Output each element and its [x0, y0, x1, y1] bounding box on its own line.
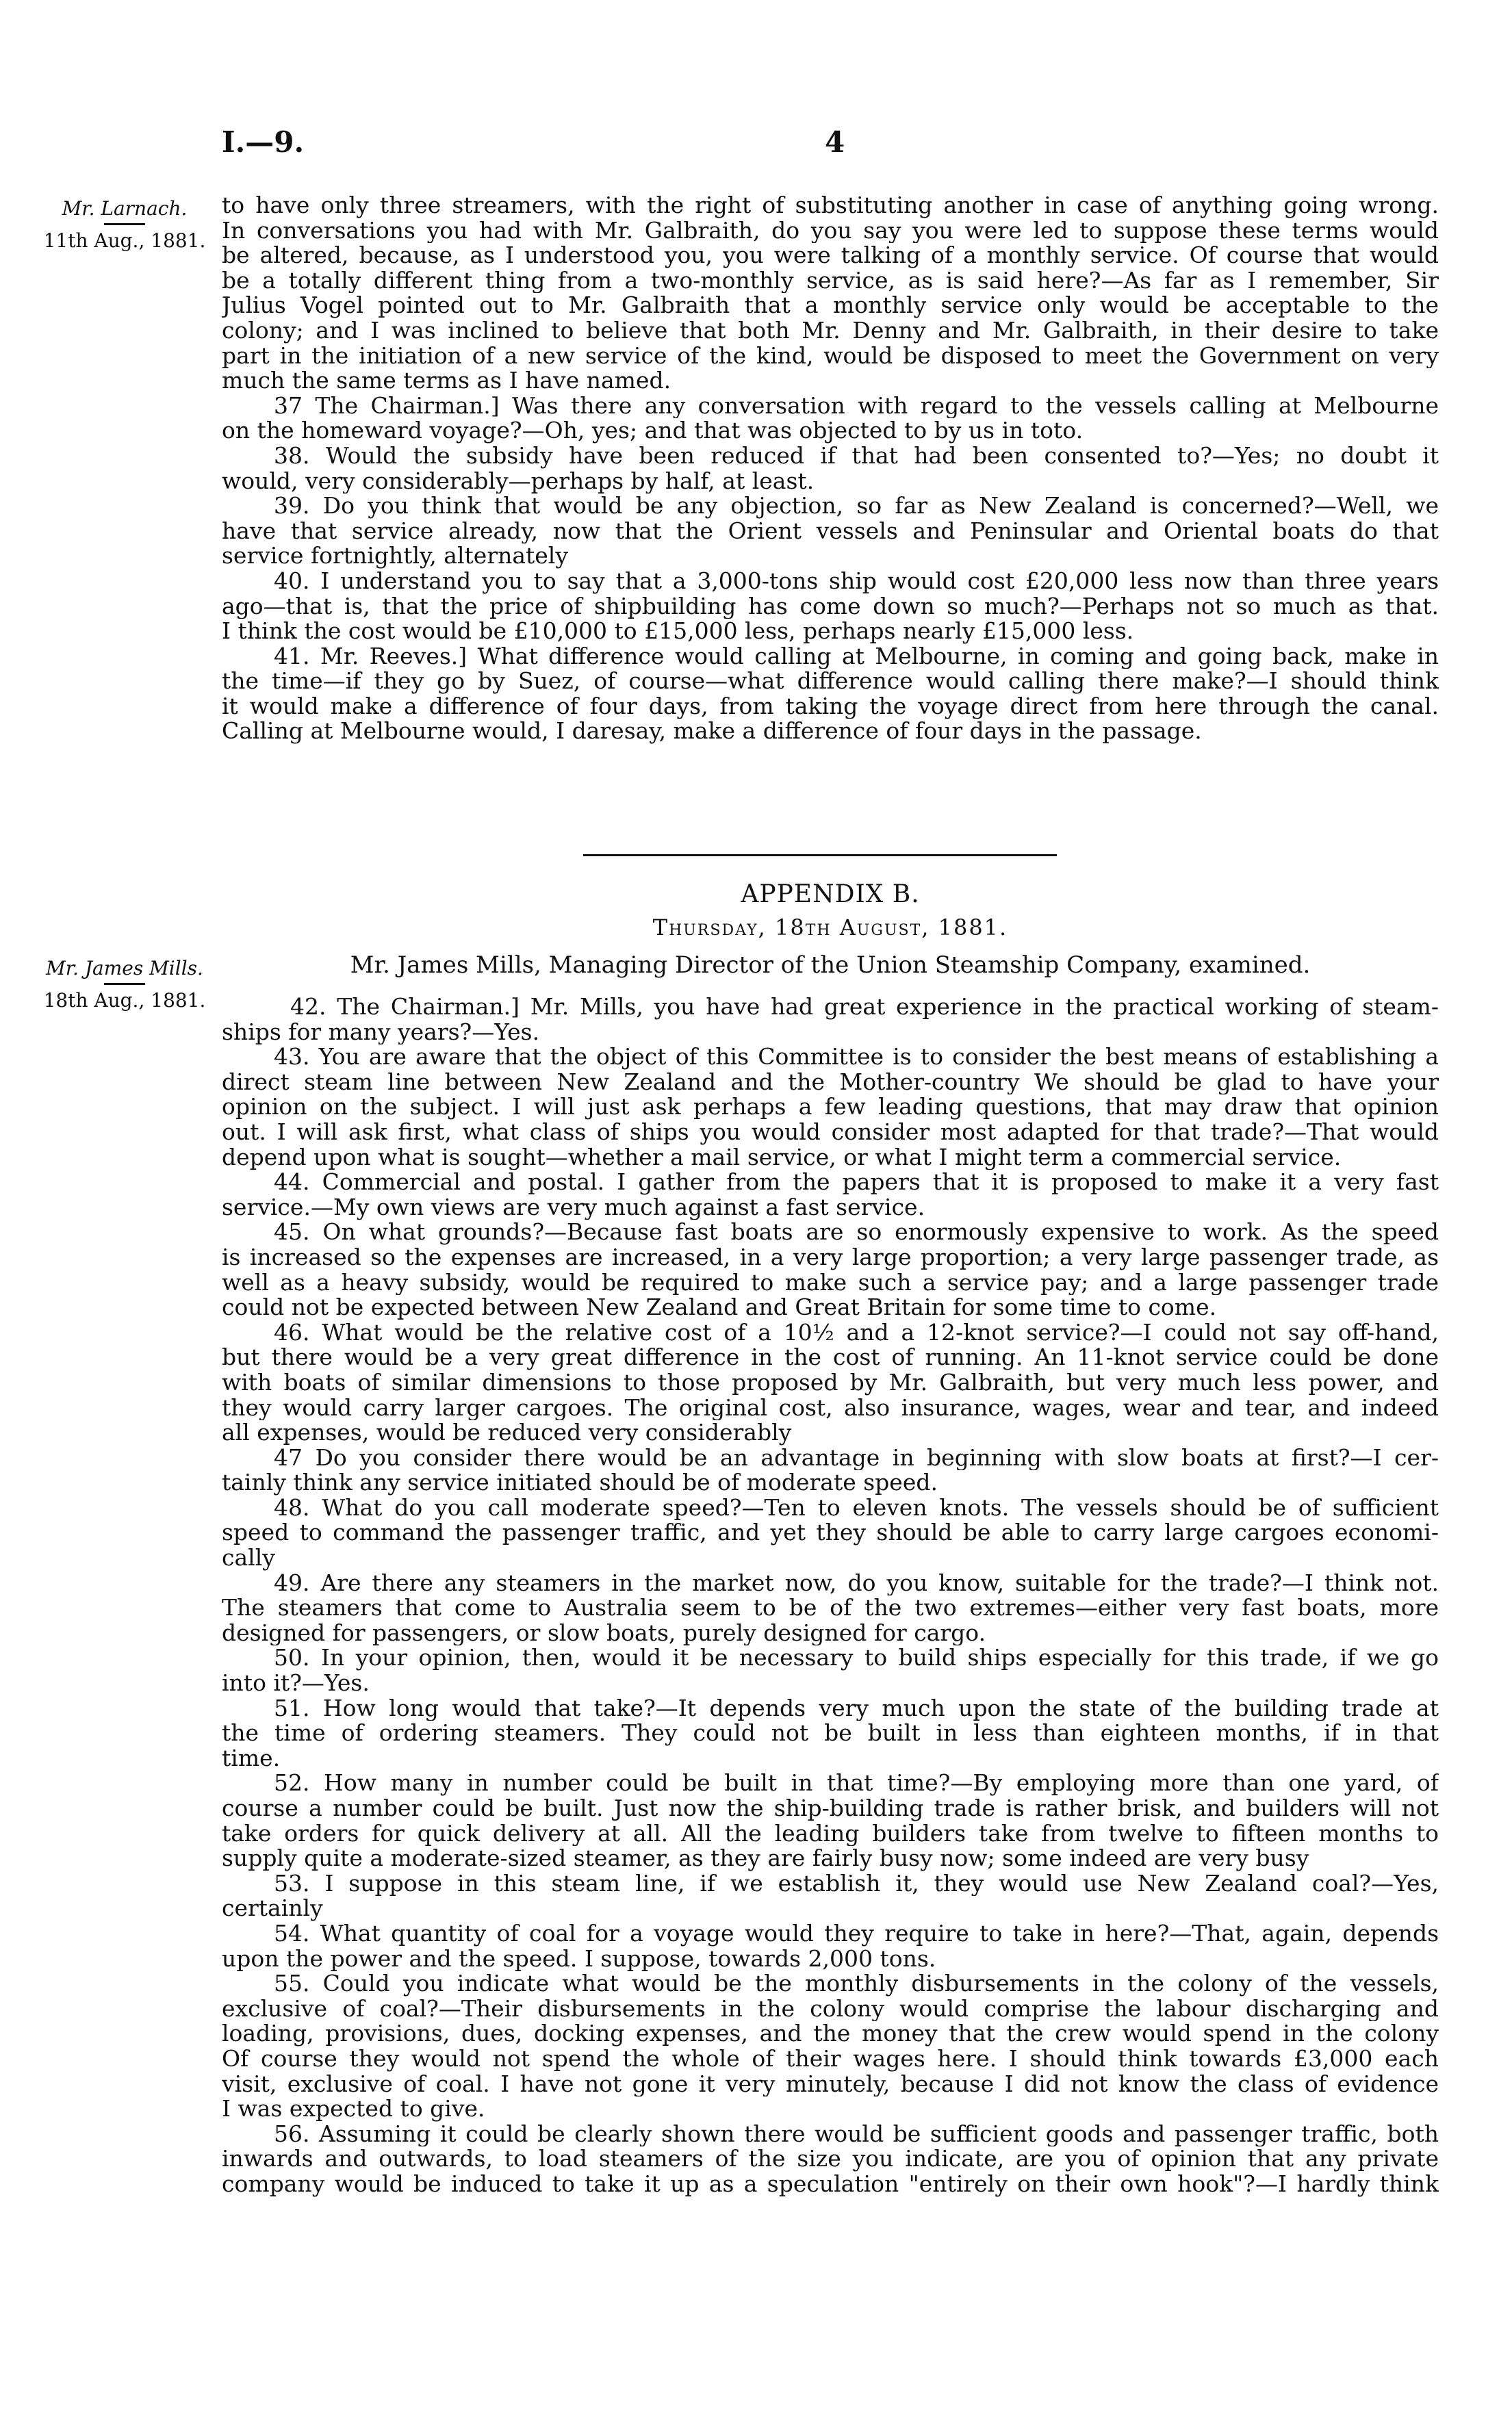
text-line: direct steam line between New Zealand and the Mother-country We should be glad to have your: [222, 1069, 1439, 1095]
sidenote-witness-1: [42, 197, 207, 253]
sidenote-date: 18th Aug., 1881.: [43, 989, 206, 1012]
text-line: 50. In your opinion, then, would it be necessary to build ships especially for this trade, if we go: [274, 1645, 1439, 1671]
text-line: with boats of similar dimensions to those proposed by Mr. Galbraith, but very much less power, and: [222, 1370, 1439, 1396]
text-line: course a number could be built. Just now the ship-building trade is rather brisk, and builders will not: [222, 1796, 1439, 1821]
witness-heading: Mr. James Mills, Managing Director of the Union Steamship Company, examined.: [350, 951, 1311, 979]
text-line: out. I will ask first, what class of ships you would consider most adapted for that trade?—That would: [222, 1119, 1439, 1145]
text-line: 48. What do you call moderate speed?—Ten to eleven knots. The vessels should be of sufficient: [274, 1495, 1439, 1521]
text-line: be altered, because, as I understood you, you were talking of a monthly service. Of course that would: [222, 243, 1439, 268]
sidenote-name: Mr. Larnach.: [62, 197, 188, 220]
text-line: service fortnightly, alternately: [222, 543, 569, 569]
text-line: 39. Do you think that would be any objection, so far as New Zealand is concerned?—Well, we: [274, 493, 1439, 519]
text-line: 47 Do you consider there would be an advantage in beginning with slow boats at first?—I cer-: [274, 1445, 1439, 1471]
text-line: The steamers that come to Australia seem to be of the two extremes—either very fast boats, more: [222, 1595, 1439, 1621]
sidenote-witness-2: [42, 957, 207, 1012]
text-line: is increased so the expenses are increased, in a very large proportion; a very large passenger trade, as: [222, 1244, 1439, 1270]
text-line: well as a heavy subsidy, would be required to make such a service pay; and a large passenger trade: [222, 1270, 1439, 1296]
text-line: into it?—Yes.: [222, 1671, 370, 1696]
text-line: 56. Assuming it could be clearly shown there would be sufficient goods and passenger traffic, both: [274, 2121, 1439, 2147]
sidenote-name: Mr. James Mills.: [46, 957, 203, 979]
text-line: designed for passengers, or slow boats, purely designed for cargo.: [222, 1620, 986, 1646]
text-line: Calling at Melbourne would, I daresay, make a difference of four days in the passage.: [222, 719, 1202, 745]
text-line: the time of ordering steamers. They could not be built in less than eighteen months, if in that: [222, 1721, 1439, 1746]
text-line: 52. How many in number could be built in that time?—By employing more than one yard, of: [274, 1771, 1439, 1796]
text-line: take orders for quick delivery at all. All the leading builders take from twelve to fifteen months to: [222, 1821, 1439, 1847]
text-line: they would carry larger cargoes. The original cost, also insurance, wages, wear and tear, and indeed: [222, 1395, 1439, 1421]
text-line: In conversations you had with Mr. Galbraith, do you say you were led to suppose these terms would: [222, 218, 1439, 244]
testimony-block-1: [222, 193, 1439, 744]
text-line: 40. I understand you to say that a 3,000-tons ship would cost £20,000 less now than three years: [274, 568, 1439, 594]
text-line: 38. Would the subsidy have been reduced if that had been consented to?—Yes; no doubt it: [274, 443, 1439, 469]
text-line: ago—that is, that the price of shipbuilding has come down so much?—Perhaps not so much as that.: [222, 593, 1439, 619]
text-line: could not be expected between New Zealand and Great Britain for some time to come.: [222, 1295, 1217, 1320]
text-line: depend upon what is sought—whether a mail service, or what I might term a commercial service.: [222, 1144, 1342, 1170]
text-line: inwards and outwards, to load steamers of the size you indicate, are you of opinion that any private: [222, 2146, 1439, 2172]
text-line: 55. Could you indicate what would be the monthly disbursements in the colony of the vessels,: [274, 1971, 1439, 1997]
text-line: all expenses, would be reduced very considerably: [222, 1420, 792, 1446]
text-line: on the homeward voyage?—Oh, yes; and that was objected to by us in toto.: [222, 418, 1084, 444]
testimony-block-2: [222, 995, 1439, 2197]
section-divider: [583, 854, 1057, 856]
text-line: service.—My own views are very much against a fast service.: [222, 1194, 925, 1220]
text-line: 46. What would be the relative cost of a 10½ and a 12-knot service?—I could not say off-hand,: [274, 1320, 1439, 1346]
text-line: tainly think any service initiated should be of moderate speed.: [222, 1470, 938, 1496]
text-line: I think the cost would be £10,000 to £15,000 less, perhaps nearly £15,000 less.: [222, 619, 1134, 644]
appendix-date-text: Thursday, 18th August, 1881.: [652, 914, 1008, 940]
text-line: 54. What quantity of coal for a voyage would they require to take in here?—That, again, depends: [274, 1921, 1439, 1947]
text-line: would, very considerably—perhaps by half, at least.: [222, 468, 815, 494]
text-line: 42. The Chairman.] Mr. Mills, you have had great experience in the practical working of steam-: [290, 995, 1439, 1020]
text-line: be a totally different thing from a two-monthly service, as is said here?—As far as I remember, Sir: [222, 268, 1439, 294]
appendix-title: APPENDIX B.: [741, 880, 920, 908]
text-line: 53. I suppose in this steam line, if we establish it, they would use New Zealand coal?—Yes,: [274, 1871, 1439, 1897]
text-line: 51. How long would that take?—It depends very much upon the state of the building trade at: [274, 1695, 1439, 1721]
text-line: certainly: [222, 1896, 323, 1921]
text-line: opinion on the subject. I will just ask perhaps a few leading questions, that may draw that opinion: [222, 1094, 1439, 1120]
text-line: exclusive of coal?—Their disbursements in the colony would comprise the labour discharging and: [222, 1996, 1439, 2022]
text-line: much the same terms as I have named.: [222, 368, 671, 394]
text-line: colony; and I was inclined to believe that both Mr. Denny and Mr. Galbraith, in their desire to take: [222, 318, 1439, 344]
text-line: but there would be a very great difference in the cost of running. An 11-knot service could be done: [222, 1345, 1439, 1370]
page-number: 4: [825, 125, 845, 159]
sidenote-divider: [104, 223, 145, 225]
sidenote-date: 11th Aug., 1881.: [43, 229, 206, 252]
text-line: Of course they would not spend the whole of their wages here. I should think towards £3,000 each: [222, 2046, 1439, 2072]
report-reference: I.—9.: [222, 125, 305, 159]
text-line: Julius Vogel pointed out to Mr. Galbraith that a monthly service only would be acceptable to the: [222, 293, 1439, 318]
text-line: to have only three streamers, with the right of substituting another in case of anything going wrong.: [222, 193, 1439, 218]
text-line: the time—if they go by Suez, of course—what difference would calling there make?—I should think: [222, 669, 1439, 694]
text-line: part in the initiation of a new service of the kind, would be disposed to meet the Government on very: [222, 343, 1439, 369]
text-line: 43. You are aware that the object of this Committee is to consider the best means of establishing a: [274, 1044, 1439, 1070]
appendix-date: [222, 914, 1439, 940]
text-line: supply quite a moderate-sized steamer, as they are fairly busy now; some indeed are very busy: [222, 1846, 1309, 1871]
text-line: 45. On what grounds?—Because fast boats are so enormously expensive to work. As the speed: [274, 1220, 1439, 1245]
text-line: speed to command the passenger traffic, and yet they should be able to carry large cargoes economi-: [222, 1520, 1439, 1546]
text-line: have that service already, now that the Orient vessels and Peninsular and Oriental boats do that: [222, 518, 1439, 544]
text-line: upon the power and the speed. I suppose, towards 2,000 tons.: [222, 1946, 936, 1972]
text-line: loading, provisions, dues, docking expenses, and the money that the crew would spend in the colony: [222, 2021, 1439, 2047]
text-line: time.: [222, 1745, 281, 1771]
text-line: company would be induced to take it up as a speculation "entirely on their own hook"?—I hardly think: [222, 2171, 1439, 2197]
text-line: 37 The Chairman.] Was there any conversation with regard to the vessels calling at Melbourne: [274, 393, 1439, 419]
sidenote-divider: [104, 983, 145, 985]
text-line: 49. Are there any steamers in the market now, do you know, suitable for the trade?—I think not.: [274, 1570, 1439, 1596]
text-line: visit, exclusive of coal. I have not gone it very minutely, because I did not know the class of evidence: [222, 2071, 1439, 2097]
text-line: 44. Commercial and postal. I gather from the papers that it is proposed to make it a very fast: [274, 1170, 1439, 1195]
text-line: 41. Mr. Reeves.] What difference would calling at Melbourne, in coming and going back, make in: [274, 643, 1439, 669]
text-line: I was expected to give.: [222, 2096, 485, 2122]
text-line: it would make a difference of four days, from taking the voyage direct from here through the canal.: [222, 693, 1439, 719]
text-line: cally: [222, 1545, 275, 1571]
text-line: ships for many years?—Yes.: [222, 1019, 540, 1045]
